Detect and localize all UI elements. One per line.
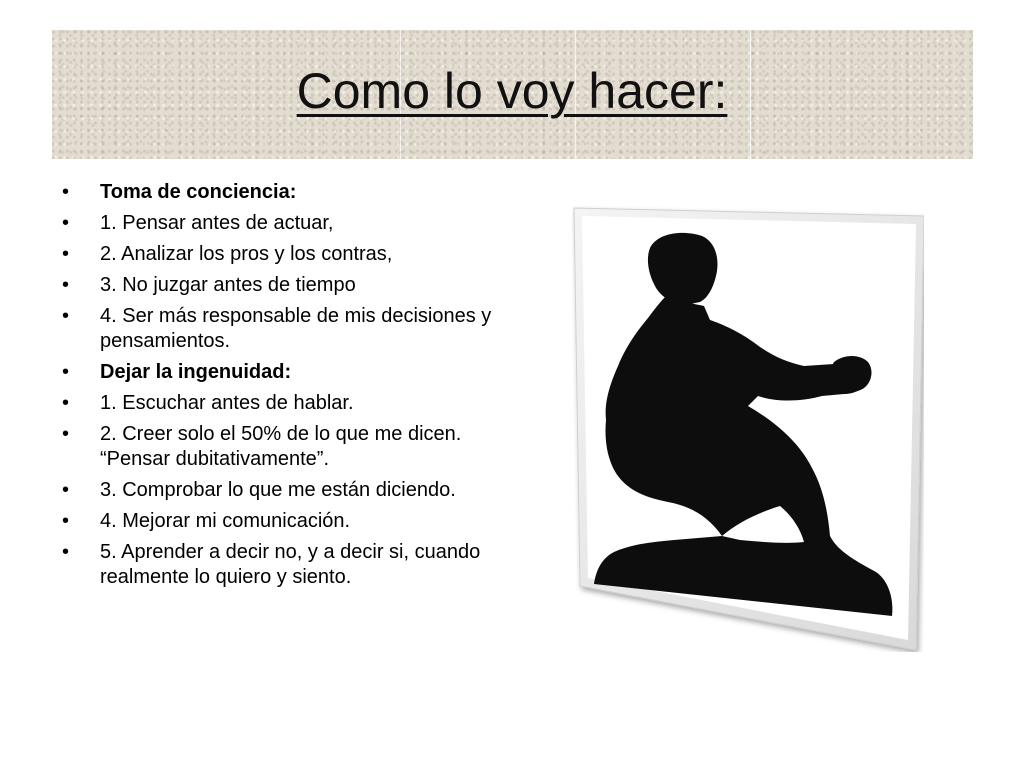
bullet-text: 3. No juzgar antes de tiempo — [100, 274, 356, 296]
bullet-glyph: • — [62, 541, 70, 563]
list-item — [62, 509, 512, 534]
bullet-text: 5. Aprender a decir no, y a decir si, cuando realmente lo quiero y siento. — [100, 541, 481, 588]
bullet-glyph: • — [62, 392, 70, 414]
section-heading-bullet — [62, 180, 512, 205]
bullet-text: 4. Ser más responsable de mis decisiones y pensamientos. — [100, 305, 492, 352]
bullet-glyph: • — [62, 243, 70, 265]
bullet-list — [62, 180, 512, 596]
bullet-text: 4. Mejorar mi comunicación. — [100, 510, 351, 532]
list-item — [62, 478, 512, 503]
bullet-glyph: • — [62, 274, 70, 296]
bullet-glyph: • — [62, 361, 70, 383]
bullet-text: 2. Creer solo el 50% de lo que me dicen. “Pensar dubitativamente”. — [100, 423, 462, 470]
bullet-glyph: • — [62, 212, 70, 234]
bullet-text: 1. Escuchar antes de hablar. — [100, 392, 354, 414]
section-heading-bullet — [62, 360, 512, 385]
person-silhouette-image — [572, 206, 924, 652]
list-item — [62, 391, 512, 416]
list-item — [62, 540, 512, 590]
bullet-text: 3. Comprobar lo que me están diciendo. — [100, 479, 456, 501]
list-item — [62, 211, 512, 236]
bullet-glyph: • — [62, 305, 70, 327]
list-item — [62, 242, 512, 267]
bullet-glyph: • — [62, 510, 70, 532]
photo-frame — [572, 206, 924, 652]
list-item — [62, 273, 512, 298]
list-item — [62, 304, 512, 354]
list-item — [62, 422, 512, 472]
bullet-glyph: • — [62, 423, 70, 445]
bullet-glyph: • — [62, 181, 70, 203]
bullet-text: 2. Analizar los pros y los contras, — [100, 243, 393, 265]
bullet-glyph: • — [62, 479, 70, 501]
bullet-text: Dejar la ingenuidad: — [100, 361, 292, 383]
bullet-text: 1. Pensar antes de actuar, — [100, 212, 334, 234]
slide-title: Como lo voy hacer: — [296, 63, 728, 119]
bullet-text: Toma de conciencia: — [100, 181, 297, 203]
